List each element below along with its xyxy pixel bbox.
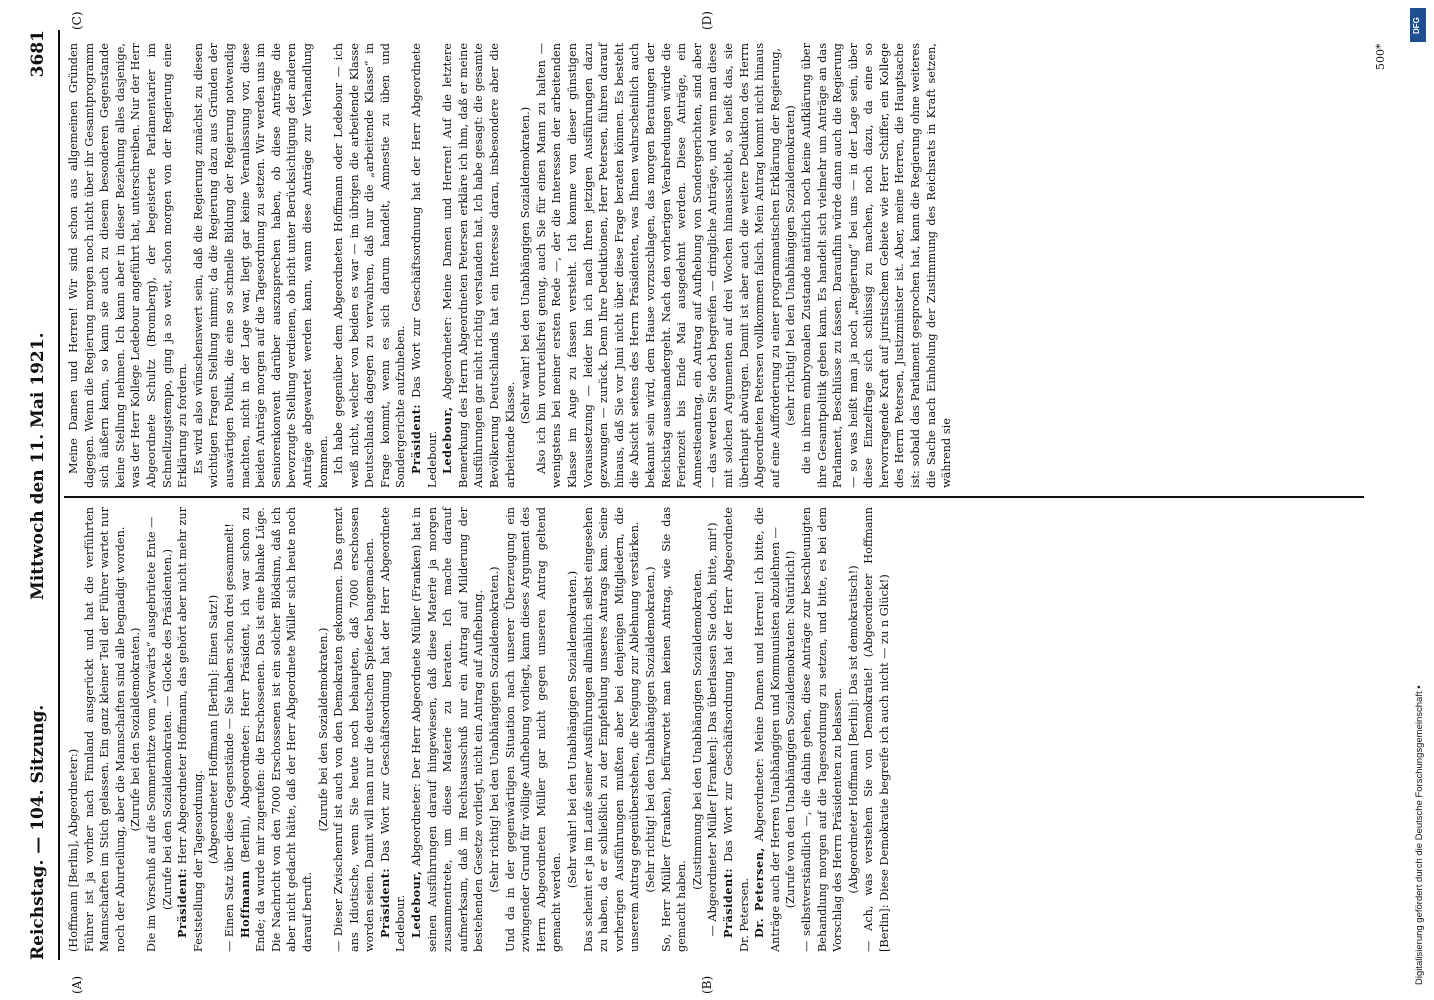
right-column-paragraph <box>66 43 191 488</box>
left-column-paragraph <box>752 507 783 952</box>
left-column-paragraph <box>690 507 706 952</box>
left-column-paragraph <box>144 507 160 952</box>
paragraph-text: (Hoffmann [Berlin], Abgeordneter:) <box>67 748 80 952</box>
paragraph-text: Und da in der gegenwärtigen Situation nach unserer Überzeugung ein zwingender Grund für völlige Aufhebung vorliegt, kann dieses Argument des Herrn Abgeordneten Müller gar nicht gegen unseren Antrag geltend gemacht werden. <box>503 507 564 952</box>
left-column-paragraph <box>409 507 487 952</box>
left-column-paragraph <box>799 507 846 952</box>
right-column <box>66 43 955 488</box>
left-column-paragraph <box>206 507 222 952</box>
left-column <box>66 507 892 952</box>
margin-mark-c: (C) <box>70 11 84 30</box>
right-column-paragraph <box>331 43 409 488</box>
paragraph-text: Die im Vorschuß auf die Sommerhitze vom „Vorwärts“ ausgebrütete Ente — <box>144 516 158 952</box>
paragraph-text: (Sehr richtig! bei den Unabhängigen Sozialdemokraten.) <box>488 566 502 893</box>
left-column-paragraph <box>721 507 752 952</box>
header-date: Mittwoch den 11. Mai 1921. <box>28 332 48 600</box>
right-column-paragraph <box>799 43 955 488</box>
paragraph-text: — Abgeordneter Müller [Franken]: Das überlassen Sie doch, bitte, mir!) <box>706 522 720 937</box>
speaker-name: Präsident: <box>175 867 190 938</box>
paragraph-text: Es wird also wünschenswert sein, daß die Regierung zunächst zu diesen wichtigen Fragen Stellung nimmt; da die Regierung dazu aus Gründen der auswärtigen Politik, die eine so schnelle Bildung der Regierung notwendig machten, nicht in der Lage war, liegt gar keine Veranlassung vor, diese beiden Anträge morgen auf die Tagesordnung zu setzen. Wir werden uns im Seniorenkonvent darüber auszusprechen haben, ob diese Anträge die bevorzugte Stellung verdienen, ob nicht unter Berücksichtigung der anderen Anträge abgewartet werden kann, wann diese Anträge zur Verhandlung kommen. <box>191 43 330 488</box>
left-column-paragraph <box>378 507 409 952</box>
left-column-paragraph <box>783 507 799 952</box>
paragraph-text: — Dieser Zwischenruf ist auch von den Demokraten gekommen. Das grenzt ans Idiotische, wenn Sie heute noch behaupten, daß 7000 erschossen worden seien. Damit will man nur die deutschen Spießer bangemachen. <box>332 507 377 952</box>
left-column-paragraph <box>581 507 643 952</box>
paragraph-text: Das scheint er ja im Laufe seiner Ausführungen allmählich selbst eingesehen zu haben, da er schließlich zu der Empfehlung unseres Antrags kam. Seine vorherigen Ausführungen mußten aber bei denjenigen Mitgliedern, die unserem Antrag gegenüberstehen, die Neigung zur Ablehnung verstärken. <box>581 507 642 952</box>
paragraph-text: (Abgeordneter Hoffmann [Berlin]: Einen Satz!) <box>207 594 221 865</box>
paragraph-text: Ich habe gegenüber dem Abgeordneten Hoffmann oder Ledebour — ich weiß nicht, welcher von beiden es war — im übrigen die arbeitende Klasse Deutschlands dagegen zu verwahren, daß nur die „arbeitende Klasse“ in Frage kommt, wenn es sich darum handelt, Amnestie zu üben und Sondergerichte aufzuheben. <box>332 43 408 488</box>
paragraph-text: Das Wort zur Geschäftsordnung hat der Herr Abgeordnete Ledebour. <box>378 507 408 952</box>
speaker-name: Ledebour, <box>409 870 424 938</box>
paragraph-text: So, Herr Müller (Franken), befürwortet man keinen Antrag, wie Sie das gemacht haben. <box>659 507 689 952</box>
paragraph-text: Meine Damen und Herren! Wir sind schon aus allgemeinen Gründen dagegen. Wenn die Regierung morgen noch nicht über ihr Gesamtprogramm sich äußern kann, so kann sie auch zu diesem besonderen Gegenstande keine Stellung nehmen. Ich kann aber in dieser Beziehung alles dasjenige, was der Herr Kollege Ledebour angeführt hat, unterschreiben. Nur der Herr Abgeordnete Schultz (Bromberg), der begeisterte Parlamentarier im Schnellzugstempo, ging ja so weit, schon morgen von der Regierung eine Erklärung zu fordern. <box>67 43 190 488</box>
left-column-paragraph <box>565 507 581 952</box>
page-number: 3681 <box>28 30 48 78</box>
paragraph-text: — Einen Satz über diese Gegenstände — Sie haben schon drei gesammelt! <box>222 523 236 952</box>
signature-mark: 500* <box>1374 43 1387 70</box>
left-column-paragraph <box>659 507 690 952</box>
paragraph-text: (Sehr richtig! bei den Unabhängigen Sozialdemokraten.) <box>643 566 657 893</box>
left-column-paragraph <box>487 507 503 952</box>
left-column-paragraph <box>82 507 129 952</box>
margin-mark-b: (B) <box>700 975 714 994</box>
paragraph-text: (sehr richtig! bei den Unabhängigen Sozialdemokraten) <box>784 105 798 426</box>
header-left: Reichstag. — 104. Sitzung. <box>28 704 48 960</box>
right-column-paragraph <box>783 43 799 488</box>
paragraph-text: (Zustimmung bei den Unabhängigen Sozialdemokraten. <box>690 569 704 890</box>
paragraph-text: Abgeordneter: Meine Damen und Herren! Ich bitte, die Anträge auch der Herren Unabhängigen und Kommunisten abzulehnen — <box>753 507 782 952</box>
left-column-paragraph <box>503 507 565 952</box>
speaker-name: Präsident: <box>720 867 735 938</box>
speaker-name: Ledebour, <box>440 406 455 474</box>
left-column-paragraph <box>222 507 238 952</box>
margin-mark-d: (D) <box>700 11 714 30</box>
header-rule <box>58 30 60 960</box>
digitization-credit: Digitalisierung gefördert durch die Deutsche Forschungsgemeinschaft • <box>1414 685 1425 985</box>
paragraph-text: — selbstverständlich —, die dahin gehen, diese Anträge zur beschleunigten Behandlung morgen auf die Tagesordnung zu setzen, und bitte, es bei dem Vorschlag des Herrn Präsidenten zu belassen. <box>799 507 845 952</box>
right-column-paragraph <box>518 43 534 488</box>
left-column-paragraph <box>331 507 378 952</box>
paragraph-text: (Zurufe bei den Sozialdemokraten. — Glocke des Präsidenten.) <box>160 548 174 911</box>
paragraph-text: Führer ist ja vorher nach Finnland ausgerückt und hat die verführten Mannschaften im Stich gelassen. Ein ganz kleiner Teil der Führer wartet nur noch der Aburteilung, aber die Mannschaften sind alle begnadigt worden. <box>82 507 127 952</box>
paragraph-text: (Sehr wahr! bei den Unabhängigen Sozialdemokraten.) <box>519 106 533 425</box>
left-column-paragraph <box>128 507 144 952</box>
left-column-paragraph <box>175 507 206 952</box>
column-rule <box>64 496 1364 498</box>
left-column-paragraph <box>160 507 176 952</box>
left-column-paragraph <box>861 507 892 952</box>
right-column-paragraph <box>534 43 784 488</box>
paragraph-text: (Zurufe von den Unabhängigen Sozialdemokraten: Natürlich!) <box>784 550 798 909</box>
left-column-paragraph <box>66 507 82 952</box>
dfg-logo-text: DFG <box>1412 17 1421 34</box>
page-header <box>18 30 58 960</box>
paragraph-text: (Sehr wahr! bei den Unabhängigen Sozialdemokraten.) <box>566 570 579 889</box>
left-column-paragraph <box>846 507 862 952</box>
paragraph-text: — Ach, was verstehen Sie von Demokratie! (Abgeordneter Hoffmann [Berlin]: Diese Demokratie begreife ich auch nicht — zu n Glück!) <box>862 507 891 952</box>
paragraph-text: Abgeordneter: Meine Damen und Herren! Auf die letztere Bemerkung des Herrn Abgeordneten Petersen erkläre ich ihm, daß er meine Ausführungen gar nicht richtig verstanden hat. Ich habe gesagt: die gesamte Bevölkerung Deutschlands hat ein Interesse daran, insbesondere aber die arbeitende Klasse. <box>441 43 517 488</box>
paragraph-text: (Berlin), Abgeordneter: Herr Präsident, ich war schon zu Ende; da wurde mir zugerufen: die Erschossenen. Das ist eine blanke Lüge. Die Nachricht von den 7000 Erschossenen ist ein solcher Blödsinn, daß ich aber nicht gedacht hätte, daß der Herr Abgeordnete Müller sich heute noch darauf beruft. <box>238 507 314 952</box>
left-column-paragraph <box>643 507 659 952</box>
speaker-name: Präsident: <box>409 403 424 474</box>
left-column-paragraph <box>316 507 332 952</box>
margin-mark-a: (A) <box>70 975 84 994</box>
paragraph-text: (Zurufe bei den Sozialdemokraten.) <box>316 627 330 832</box>
right-column-paragraph <box>440 43 518 488</box>
dfg-logo <box>1410 8 1426 42</box>
speaker-name: Präsident: <box>377 867 392 938</box>
right-column-paragraph <box>409 43 440 488</box>
paragraph-text: (Zurufe bei den Sozialdemokraten.) <box>129 627 143 832</box>
speaker-name: Dr. Petersen, <box>752 847 767 938</box>
paragraph-text: Das Wort zur Geschäftsordnung hat der Herr Abgeordnete Ledebour. <box>410 43 439 488</box>
right-column-paragraph <box>191 43 331 488</box>
left-column-paragraph <box>238 507 316 952</box>
paragraph-text: die in ihrem embryonalen Zustande natürlich noch keine Aufklärung über ihre Gesamtpolitik geben kann. Es handelt sich vielmehr um Anträge an das Parlament, Beschlüsse zu fassen. Daraufhin würde dann auch die Regierung — so was heißt man ja noch „Regierung“ bei uns — in der Lage sein, über diese Einzelfrage sich schlüssig zu machen, noch dazu, da eine so hervorragende Kraft auf juristischem Gebiete wie Herr Schiffer, ein Kollege des Herrn Petersen, Justizminister ist. Aber, meine Herren, die Hauptsache ist: sobald das Parlament gesprochen hat, kann die Regierung ohne weiteres die Sache nach Einholung der Zustimmung des Reichsrats in Kraft setzen, während sie <box>799 43 954 488</box>
speaker-name: Hoffmann <box>237 870 252 938</box>
left-column-paragraph <box>705 507 721 952</box>
paragraph-text: Also ich bin vorurteilsfrei genug, auch Sie für einen Mann zu halten — wenigstens bei meiner ersten Rede —, der die Interessen der arbeitenden Klasse im Auge zu fassen versteht. Ich komme von dieser günstigen Voraussetzung — leider bin ich nach Ihren jetzigen Ausführungen dazu gezwungen — zurück. Denn Ihre Deduktionen, Herr Petersen, führen darauf hinaus, daß Sie vor Juni nicht über diese Frage beraten können. Es besteht die Absicht seitens des Herrn Präsidenten, was Ihnen wahrscheinlich auch bekannt sein wird, dem Hause vorzuschlagen, das morgen Beratungen der Reichstag auseinandergeht. Nach den vorherigen Verabredungen würde die Ferienzeit bis Ende Mai ausgedehnt werden. Diese Anträge, ein Amnestieantrag, ein Antrag auf Aufhebung von Sondergerichten, sind aber — das werden Sie doch begreifen — dringliche Anträge, und wenn man diese mit solchen Argumenten auf drei Wochen hinausschiebt, so heißt das, sie überhaupt abwürgen. Damit ist aber auch die weitere Deduktion des Herrn Abgeordneten Petersen vollkommen falsch. Mein Antrag kommt nicht hinaus auf eine Aufforderung zu einer programmatischen Erklärung der Regierung, <box>534 43 782 488</box>
paragraph-text: Herr Abgeordneter Hoffmann, das gehört aber nicht mehr zur Feststellung der Tagesordnung. <box>176 507 205 952</box>
paragraph-text: Das Wort zur Geschäftsordnung hat der Herr Abgeordnete Dr. Petersen. <box>721 507 751 952</box>
paragraph-text: (Abgeordneter Hoffmann [Berlin]: Das ist demokratisch!) <box>846 565 860 894</box>
paragraph-text: Abgeordneter: Der Herr Abgeordnete Müller (Franken) hat in seinen Ausführungen darauf hingewiesen, daß diese Materie ja morgen zusammentrete, um diese Materie zu beraten. Ich mache darauf aufmerksam, daß im Rechtsausschuß nur ein Antrag auf Milderung der bestehenden Gesetze vorliegt, nicht ein Antrag auf Aufhebung. <box>410 507 486 952</box>
